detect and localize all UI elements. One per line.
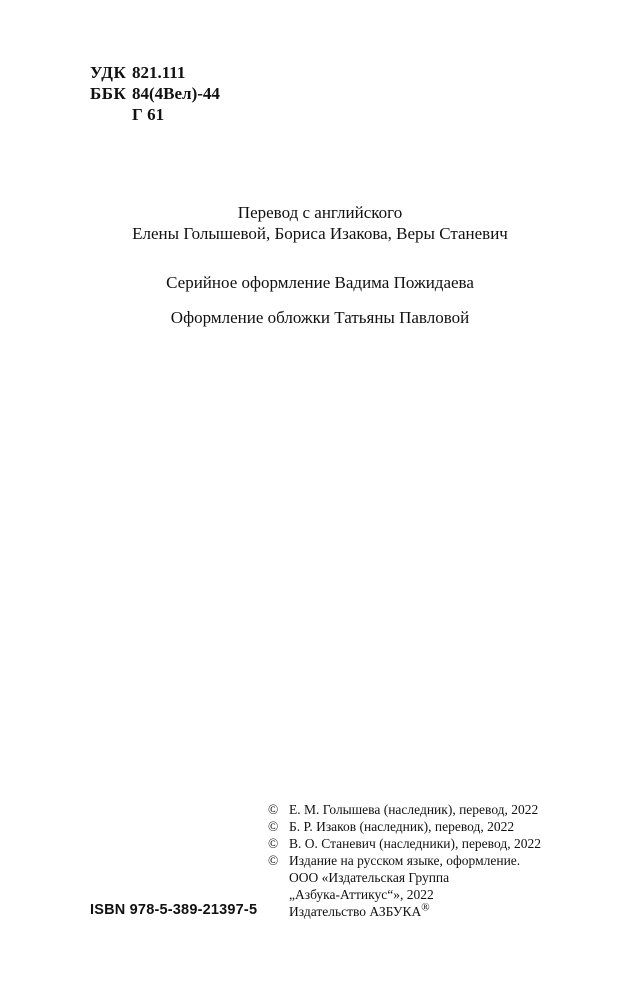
copyright-icon: © [268, 836, 279, 851]
publisher-name: Издательство АЗБУКА [289, 904, 422, 919]
publisher-imprint [268, 903, 541, 920]
copyright-text: В. О. Станевич (наследники), перевод, 2022 [289, 836, 541, 851]
publisher-line: ООО «Издательская Группа [289, 870, 450, 885]
code-key [90, 104, 132, 125]
code-key: УДК [90, 63, 127, 82]
author-mark-row [90, 104, 220, 125]
classification-codes [90, 62, 220, 125]
isbn-number: ISBN 978-5-389-21397-5 [90, 902, 258, 918]
registered-trademark-icon: ® [421, 901, 430, 914]
translation-credit-heading: Перевод с английского [237, 203, 403, 222]
copyright-icon: © [268, 819, 279, 834]
code-value: Г 61 [132, 105, 165, 124]
code-value: 84(4Вел)-44 [132, 84, 220, 103]
copyright-text: Издание на русском языке, оформление. [289, 853, 521, 868]
code-value: 821.111 [132, 63, 186, 82]
publisher-line: „Азбука-Аттикус“», 2022 [289, 887, 434, 902]
cover-design-credit: Оформление обложки Татьяны Павловой [170, 308, 470, 327]
code-key: ББК [90, 84, 127, 103]
copyright-line [268, 818, 541, 835]
translators-names: Елены Голышевой, Бориса Изакова, Веры Станевич [132, 224, 508, 243]
copyright-text: Б. Р. Изаков (наследник), перевод, 2022 [289, 819, 515, 834]
udc-code-row [90, 62, 220, 83]
copyright-line [268, 801, 541, 818]
copyright-line [268, 835, 541, 852]
copyright-text: Е. М. Голышева (наследник), перевод, 2022 [289, 802, 539, 817]
copyright-line [268, 852, 541, 869]
copyright-icon: © [268, 853, 279, 868]
copyright-block [268, 801, 541, 920]
copyright-icon: © [268, 802, 279, 817]
bbk-code-row [90, 83, 220, 104]
series-design-credit: Серийное оформление Вадима Пожидаева [166, 273, 474, 292]
